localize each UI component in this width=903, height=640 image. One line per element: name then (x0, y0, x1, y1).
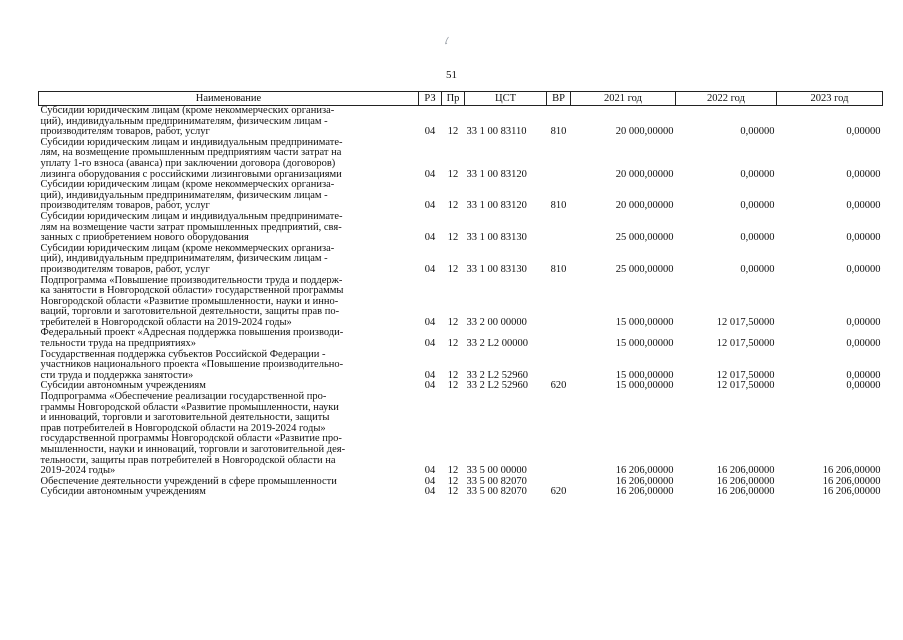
row-2023: 0,00000 (846, 338, 881, 350)
row-rz: 04 (424, 316, 436, 328)
row-rz: 04 (424, 338, 436, 350)
row-rz: 04 (424, 465, 436, 477)
row-rz: 04 (424, 263, 436, 275)
header-2021: 2021 год (571, 92, 676, 106)
row-name-line: Новгородской области «Развитие промышленности, науки и инно- (40, 295, 339, 307)
row-pr: 12 (447, 369, 459, 381)
row-name-line: занных с приобретением нового оборудования (40, 232, 249, 244)
row-rz: 04 (424, 200, 436, 212)
table-row (39, 244, 883, 276)
row-cst: 33 1 00 83120 (466, 168, 527, 180)
row-cst: 33 5 00 82070 (466, 486, 527, 498)
row-2022: 0,00000 (740, 126, 775, 138)
row-2022: 12 017,50000 (716, 369, 775, 381)
row-2023: 0,00000 (846, 369, 881, 381)
row-2021: 15 000,00000 (615, 369, 674, 381)
table-row (39, 180, 883, 212)
row-vr: 810 (550, 200, 567, 212)
row-2021: 20 000,00000 (615, 126, 674, 138)
row-cst: 33 1 00 83110 (466, 126, 527, 138)
row-cst: 33 2 L2 00000 (466, 338, 529, 350)
table-row (39, 212, 883, 244)
row-2023: 16 206,00000 (822, 486, 881, 498)
row-name-line: производителям товаров, работ, услуг (40, 200, 210, 212)
row-name (39, 350, 419, 382)
row-name-line: Обеспечение деятельности учреждений в сфере промышленности (40, 475, 337, 487)
row-vr (547, 392, 571, 477)
row-pr: 12 (447, 263, 459, 275)
row-name-line: лизинга оборудования с российскими лизинговыми организациями (40, 168, 342, 180)
row-2023: 16 206,00000 (822, 475, 881, 487)
row-name-line: лям, на возмещение промышленным предприятиям части затрат на (40, 147, 342, 159)
table-row (39, 276, 883, 329)
row-name-line: уплату 1-го взноса (аванса) при заключении договора (договоров) (40, 157, 336, 169)
row-rz: 04 (424, 380, 436, 392)
row-vr: 620 (550, 486, 567, 498)
row-name-line: Субсидии автономным учреждениям (40, 380, 206, 392)
row-2023: 0,00000 (846, 200, 881, 212)
row-2021: 16 206,00000 (615, 486, 674, 498)
row-rz: 04 (424, 168, 436, 180)
row-name-line: и инноваций, торговли и заготовительной деятельности, защиты (40, 412, 330, 424)
row-name-line: Субсидии юридическим лицам и индивидуальным предпринимате- (40, 136, 343, 148)
row-cst: 33 5 00 82070 (466, 475, 527, 487)
table-row (39, 328, 883, 349)
table-row (39, 138, 883, 180)
row-name-line: Субсидии юридическим лицам (кроме некоммерческих организа- (40, 242, 335, 254)
row-pr: 12 (447, 168, 459, 180)
row-2023: 0,00000 (846, 168, 881, 180)
row-name-line: Федеральный проект «Адресная поддержка повышения производи- (40, 327, 344, 339)
row-2023: 16 206,00000 (822, 465, 881, 477)
row-name (39, 392, 419, 477)
row-name-line: лям на возмещение части затрат промышленных предприятий, свя- (40, 221, 342, 233)
row-name-line: Государственная поддержка субъектов Российской Федерации - (40, 348, 326, 360)
row-2021: 16 206,00000 (615, 465, 674, 477)
table-header-row (39, 92, 883, 106)
row-2022: 16 206,00000 (716, 475, 775, 487)
row-name-line: прав потребителей в Новгородской области на 2019-2024 годы» (40, 422, 326, 434)
row-2021: 20 000,00000 (615, 168, 674, 180)
row-name-line: производителям товаров, работ, услуг (40, 263, 210, 275)
row-rz: 04 (424, 475, 436, 487)
row-pr: 12 (447, 475, 459, 487)
row-name (39, 212, 419, 244)
row-cst: 33 1 00 83130 (466, 232, 527, 244)
row-pr: 12 (447, 126, 459, 138)
row-2023: 0,00000 (846, 380, 881, 392)
row-name-line: тельности, защиты прав потребителей в Новгородской области на (40, 454, 336, 466)
row-2022: 16 206,00000 (716, 465, 775, 477)
row-cst: 33 1 00 83130 (466, 263, 527, 275)
row-2021: 15 000,00000 (615, 338, 674, 350)
row-pr: 12 (447, 200, 459, 212)
header-rz: РЗ (419, 92, 442, 106)
row-vr (547, 276, 571, 329)
header-2022: 2022 год (676, 92, 777, 106)
budget-table (38, 91, 883, 498)
row-2022: 16 206,00000 (716, 486, 775, 498)
row-name-line: граммы Новгородской области «Развитие промышленности, науки (40, 401, 339, 413)
row-name (39, 276, 419, 329)
row-cst: 33 5 00 00000 (466, 465, 527, 477)
row-2022: 0,00000 (740, 232, 775, 244)
row-2023: 0,00000 (846, 316, 881, 328)
row-2021: 15 000,00000 (615, 316, 674, 328)
table-row (39, 487, 883, 498)
row-2021: 15 000,00000 (615, 380, 674, 392)
row-2021: 16 206,00000 (615, 475, 674, 487)
row-name-line: Субсидии юридическим лицам (кроме некоммерческих организа- (40, 179, 335, 191)
row-name (39, 138, 419, 180)
row-name (39, 244, 419, 276)
row-2023: 0,00000 (846, 126, 881, 138)
row-pr: 12 (447, 465, 459, 477)
header-cst: ЦСТ (465, 92, 547, 106)
row-2023: 0,00000 (846, 232, 881, 244)
row-name-line: Подпрограмма «Повышение производительности труда и поддерж- (40, 274, 343, 286)
row-2022: 0,00000 (740, 168, 775, 180)
row-name-line: ваций, торговли и заготовительной деятельности, защиты прав по- (40, 306, 340, 318)
page-number: 51 (446, 69, 457, 81)
row-rz: 04 (424, 486, 436, 498)
row-vr: 810 (550, 126, 567, 138)
row-2021: 20 000,00000 (615, 200, 674, 212)
row-name-line: сти труда и поддержка занятости» (40, 369, 194, 381)
table-row (39, 106, 883, 138)
table-row (39, 350, 883, 382)
row-name-line: Субсидии юридическим лицам и индивидуальным предпринимате- (40, 210, 343, 222)
row-name-line: тельности труда на предприятиях» (40, 338, 196, 350)
row-2022: 12 017,50000 (716, 316, 775, 328)
row-name-line: Субсидии юридическим лицам (кроме некоммерческих организа- (40, 105, 335, 116)
row-2022: 12 017,50000 (716, 338, 775, 350)
row-name-line: 2019-2024 годы» (40, 465, 116, 477)
row-name-line: мышленности, науки и инноваций, торговли и заготовительной дея- (40, 444, 346, 455)
row-2023: 0,00000 (846, 263, 881, 275)
row-name-line: Подпрограмма «Обеспечение реализации государственной про- (40, 391, 327, 403)
pen-mark (444, 36, 450, 46)
row-rz: 04 (424, 232, 436, 244)
row-pr: 12 (447, 380, 459, 392)
row-name (39, 328, 419, 349)
row-name-line: требителей в Новгородской области на 2019-2024 годы» (40, 316, 292, 328)
row-name-line: ка занятости в Новгородской области» государственной программы (40, 285, 344, 297)
row-vr: 620 (550, 380, 567, 392)
row-pr: 12 (447, 338, 459, 350)
row-rz: 04 (424, 369, 436, 381)
row-name-line: ций), индивидуальным предпринимателям, физическим лицам - (40, 189, 328, 201)
row-name-line: Субсидии автономным учреждениям (40, 486, 206, 498)
row-pr: 12 (447, 232, 459, 244)
row-2022: 0,00000 (740, 263, 775, 275)
row-name-line: производителям товаров, работ, услуг (40, 126, 210, 138)
header-vr: ВР (547, 92, 571, 106)
row-vr (547, 138, 571, 180)
row-2021: 25 000,00000 (615, 232, 674, 244)
row-2022: 12 017,50000 (716, 380, 775, 392)
table-row (39, 392, 883, 477)
row-cst: 33 2 00 00000 (466, 316, 527, 328)
row-name-line: участников национального проекта «Повышение производительно- (40, 359, 344, 371)
row-vr (547, 350, 571, 382)
row-name-line: ций), индивидуальным предпринимателям, физическим лицам - (40, 253, 328, 265)
row-cst: 33 1 00 83120 (466, 200, 527, 212)
header-name: Наименование (39, 92, 419, 106)
row-cst: 33 2 L2 52960 (466, 380, 529, 392)
row-2022: 0,00000 (740, 200, 775, 212)
row-cst: 33 2 L2 52960 (466, 369, 529, 381)
row-name-line: государственной программы Новгородской области «Развитие про- (40, 433, 342, 445)
row-name (39, 487, 419, 498)
header-pr: Пр (442, 92, 465, 106)
row-name (39, 106, 419, 138)
row-vr (547, 212, 571, 244)
row-pr: 12 (447, 486, 459, 498)
row-2021: 25 000,00000 (615, 263, 674, 275)
header-2023: 2023 год (777, 92, 883, 106)
row-name-line: ций), индивидуальным предпринимателям, физическим лицам - (40, 115, 328, 127)
row-pr: 12 (447, 316, 459, 328)
row-name (39, 180, 419, 212)
row-vr (547, 328, 571, 349)
row-vr: 810 (550, 263, 567, 275)
row-rz: 04 (424, 126, 436, 138)
